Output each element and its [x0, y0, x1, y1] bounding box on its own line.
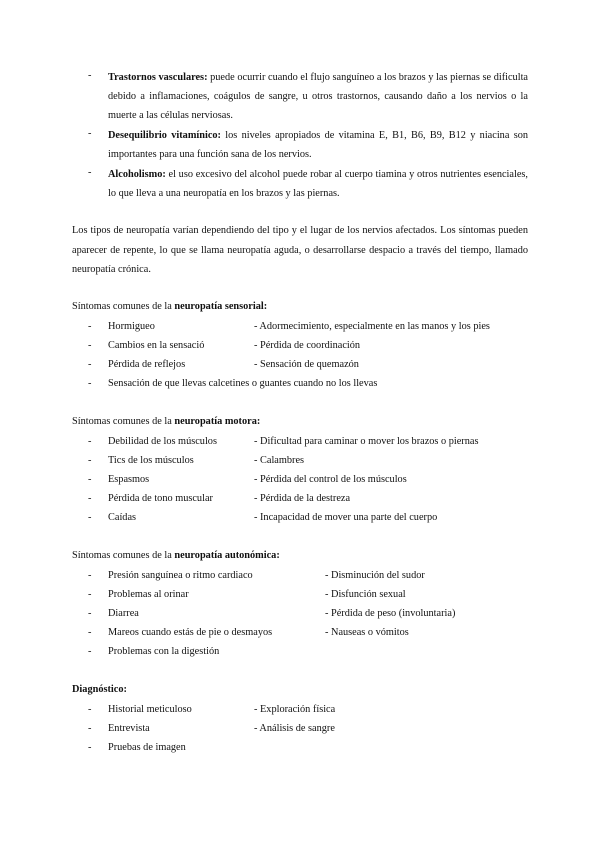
- list-item: [0, 378, 600, 394]
- bullet: -: [88, 646, 92, 657]
- list-item: [0, 359, 600, 375]
- symptom: - Pérdida de peso (involuntaria): [325, 608, 456, 619]
- symptom: - Calambres: [254, 455, 305, 466]
- diagnostic-item: - Exploración física: [254, 704, 336, 715]
- list-item: [0, 589, 600, 605]
- list-item: [0, 608, 600, 624]
- symptom: Tics de los músculos: [108, 455, 194, 466]
- symptom: Hormigueo: [108, 321, 155, 332]
- symptom: Sensación de que llevas calcetines o guantes cuando no los llevas: [108, 378, 378, 389]
- heading-motora: [72, 416, 260, 427]
- item-text: puede ocurrir cuando el flujo sanguíneo a los brazos y las piernas se dificulta debido a inflamaciones, coágulos de sangre, u otros trastornos, causando daño a los nervios o la muerte a las células nerviosas.: [108, 72, 529, 121]
- heading-bold: neuropatía motora:: [174, 416, 261, 427]
- bullet: -: [88, 474, 92, 485]
- symptom: Problemas al orinar: [108, 589, 189, 600]
- bullet: -: [88, 455, 92, 466]
- types-paragraph: Los tipos de neuropatía varían dependiendo del tipo y el lugar de los nervios afectados. Los síntomas pueden aparecer de repente, lo que se llama neuropatía aguda, o desarrollarse despacio a través del tiempo, llamado neuropatía crónica.: [72, 225, 528, 275]
- heading-prefix: Síntomas comunes de la: [72, 550, 175, 561]
- symptom: Problemas con la digestión: [108, 646, 220, 657]
- diagnostic-item: Historial meticuloso: [108, 704, 192, 715]
- symptom: - Disminución del sudor: [325, 570, 425, 581]
- item-term: Trastornos vasculares:: [108, 72, 208, 83]
- intro-item-vascular: [108, 68, 528, 125]
- item-text: los niveles apropiados de vitamina E, B1, B6, B9, B12 y niacina son importantes para una función sana de los nervios.: [108, 130, 529, 160]
- list-item: [0, 723, 600, 739]
- bullet: -: [88, 436, 92, 447]
- symptom: - Adormecimiento, especialmente en las manos y los pies: [254, 321, 490, 332]
- diagnostic-item: Entrevista: [108, 723, 150, 734]
- list-item: [0, 627, 600, 643]
- bullet: -: [88, 627, 92, 638]
- bullet: -: [88, 742, 92, 753]
- symptom: Mareos cuando estás de pie o desmayos: [108, 627, 273, 638]
- list-item: [0, 321, 600, 337]
- symptom: Pérdida de reflejos: [108, 359, 186, 370]
- symptom: - Dificultad para caminar o mover los brazos o piernas: [254, 436, 479, 447]
- heading-sensorial: [72, 301, 267, 312]
- bullet: -: [88, 359, 92, 370]
- symptom: - Incapacidad de mover una parte del cuerpo: [254, 512, 438, 523]
- diagnostic-item: Pruebas de imagen: [108, 742, 186, 753]
- list-item: [0, 570, 600, 586]
- symptom: - Pérdida de la destreza: [254, 493, 351, 504]
- bullet: -: [88, 589, 92, 600]
- item-term: Alcoholismo:: [108, 169, 166, 180]
- bullet: -: [88, 70, 92, 81]
- list-item: [0, 512, 600, 528]
- list-item: [0, 474, 600, 490]
- intro-item-alcohol: [108, 165, 528, 203]
- symptom: Pérdida de tono muscular: [108, 493, 213, 504]
- heading-autonomica: [72, 550, 280, 561]
- bullet: -: [88, 128, 92, 139]
- bullet: -: [88, 167, 92, 178]
- list-item: [0, 493, 600, 509]
- bullet: -: [88, 321, 92, 332]
- heading-bold: neuropatía sensorial:: [174, 301, 268, 312]
- symptom: - Pérdida del control de los músculos: [254, 474, 407, 485]
- symptom: Debilidad de los músculos: [108, 436, 217, 447]
- item-term: Desequilibrio vitamínico:: [108, 130, 221, 141]
- list-item: [0, 340, 600, 356]
- list-item: [0, 742, 600, 758]
- heading-diagnostico: [72, 684, 127, 695]
- heading-bold: Diagnóstico:: [72, 684, 127, 695]
- bullet: -: [88, 704, 92, 715]
- bullet: -: [88, 570, 92, 581]
- bullet: -: [88, 378, 92, 389]
- list-item: [0, 455, 600, 471]
- symptom: - Nauseas o vómitos: [325, 627, 409, 638]
- item-text: el uso excesivo del alcohol puede robar al cuerpo tiamina y otros nutrientes esenciales, lo que lleva a una neuropatía en los brazos y las piernas.: [108, 169, 528, 199]
- bullet: -: [88, 493, 92, 504]
- bullet: -: [88, 340, 92, 351]
- heading-prefix: Síntomas comunes de la: [72, 301, 175, 312]
- diagnostic-item: - Análisis de sangre: [254, 723, 335, 734]
- symptom: Espasmos: [108, 474, 150, 485]
- symptom: Presión sanguínea o ritmo cardiaco: [108, 570, 253, 581]
- bullet: -: [88, 723, 92, 734]
- list-item: [0, 646, 600, 662]
- list-item: [0, 704, 600, 720]
- list-item: [0, 436, 600, 452]
- heading-prefix: Síntomas comunes de la: [72, 416, 175, 427]
- bullet: -: [88, 608, 92, 619]
- symptom: - Sensación de quemazón: [254, 359, 359, 370]
- bullet: -: [88, 512, 92, 523]
- intro-item-vitamin: [108, 126, 528, 164]
- heading-bold: neuropatía autonómica:: [174, 550, 280, 561]
- symptom: - Disfunción sexual: [325, 589, 406, 600]
- symptom: Cambios en la sensació: [108, 340, 205, 351]
- symptom: Diarrea: [108, 608, 139, 619]
- symptom: Caídas: [108, 512, 137, 523]
- symptom: - Pérdida de coordinación: [254, 340, 361, 351]
